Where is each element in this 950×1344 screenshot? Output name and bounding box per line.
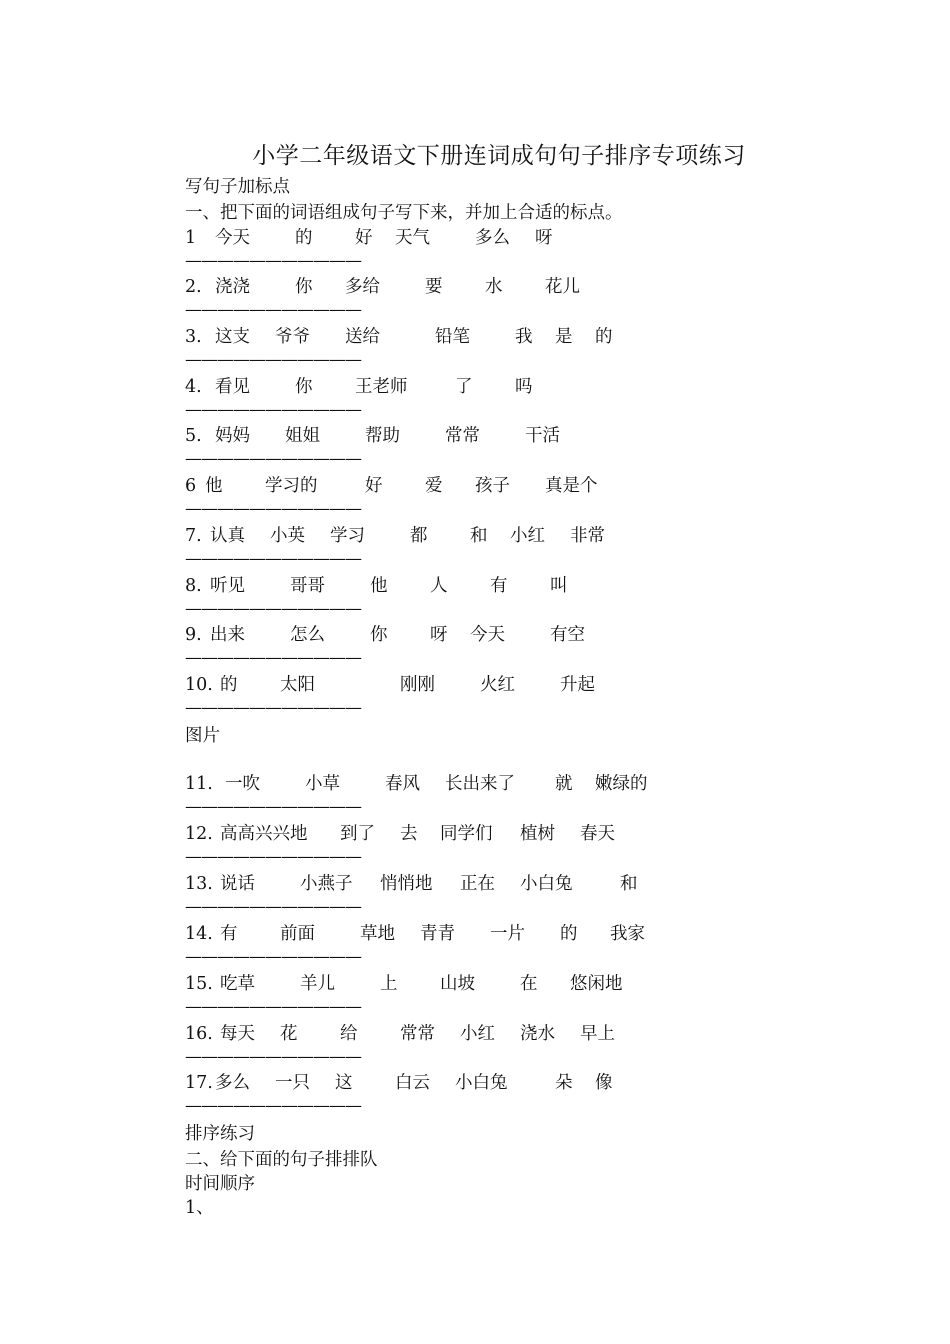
- word-chip: 孩子: [475, 476, 510, 496]
- exercise-item-14: [185, 923, 745, 945]
- word-chip: 是: [555, 327, 573, 347]
- word-chip: 多么: [215, 1073, 250, 1093]
- answer-line: ———————————: [185, 901, 361, 913]
- picture-label: 图片: [185, 726, 220, 746]
- word-chip: 的: [295, 228, 313, 248]
- word-chip: 前面: [280, 924, 315, 944]
- word-chip: 和: [470, 526, 488, 546]
- word-chip: 的: [560, 924, 578, 944]
- word-chip: 多给: [345, 277, 380, 297]
- exercise-number: 9.: [185, 625, 202, 645]
- word-chip: 今天: [215, 228, 250, 248]
- word-chip: 山坡: [440, 974, 475, 994]
- word-chip: 一片: [490, 924, 525, 944]
- exercise-item-12: [185, 823, 745, 845]
- answer-line: ———————————: [185, 503, 361, 515]
- word-chip: 和: [620, 874, 638, 894]
- word-chip: 有空: [550, 625, 585, 645]
- word-chip: 到了: [340, 824, 375, 844]
- word-chip: 青青: [420, 924, 455, 944]
- word-chip: 小英: [270, 526, 305, 546]
- answer-line: ———————————: [185, 304, 361, 316]
- word-chip: 呀: [430, 625, 448, 645]
- word-chip: 真是个: [545, 476, 598, 496]
- exercise-item-8: [185, 575, 745, 597]
- word-chip: 升起: [560, 675, 595, 695]
- word-chip: 天气: [395, 228, 430, 248]
- word-chip: 王老师: [355, 377, 408, 397]
- word-chip: 你: [295, 277, 313, 297]
- word-chip: 认真: [210, 526, 245, 546]
- word-chip: 爷爷: [275, 327, 310, 347]
- word-chip: 小白兔: [520, 874, 573, 894]
- exercise-number: 10.: [185, 675, 213, 695]
- exercise-item-6: [185, 475, 745, 497]
- exercise-number: 4.: [185, 377, 202, 397]
- word-chip: 干活: [525, 426, 560, 446]
- exercise-item-10: [185, 674, 745, 696]
- word-chip: 早上: [580, 1024, 615, 1044]
- word-chip: 怎么: [290, 625, 325, 645]
- word-chip: 去: [400, 824, 418, 844]
- word-chip: 给: [340, 1024, 358, 1044]
- answer-line: ———————————: [185, 1001, 361, 1013]
- word-chip: 花儿: [545, 277, 580, 297]
- word-chip: 我家: [610, 924, 645, 944]
- word-chip: 听见: [210, 576, 245, 596]
- exercise-item-1: [185, 227, 745, 249]
- word-chip: 叫: [550, 576, 568, 596]
- exercise-item-5: [185, 425, 745, 447]
- word-chip: 今天: [470, 625, 505, 645]
- word-chip: 羊儿: [300, 974, 335, 994]
- answer-line: ———————————: [185, 1100, 361, 1112]
- answer-line: ———————————: [185, 851, 361, 863]
- answer-line: ———————————: [185, 951, 361, 963]
- answer-line: ———————————: [185, 702, 361, 714]
- word-chip: 有: [490, 576, 508, 596]
- word-chip: 他: [205, 476, 223, 496]
- sub-label: 时间顺序: [185, 1174, 255, 1194]
- exercise-number: 8.: [185, 576, 202, 596]
- exercise-number: 13.: [185, 874, 213, 894]
- word-chip: 爱: [425, 476, 443, 496]
- answer-line: ———————————: [185, 404, 361, 416]
- word-chip: 植树: [520, 824, 555, 844]
- word-chip: 多么: [475, 228, 510, 248]
- exercise-number: 17.: [185, 1073, 213, 1093]
- exercise-number: 3.: [185, 327, 202, 347]
- word-chip: 呀: [535, 228, 553, 248]
- word-chip: 帮助: [365, 426, 400, 446]
- word-chip: 浇水: [520, 1024, 555, 1044]
- word-chip: 浇浇: [215, 277, 250, 297]
- word-chip: 长出来了: [445, 774, 515, 794]
- word-chip: 花: [280, 1024, 298, 1044]
- word-chip: 妈妈: [215, 426, 250, 446]
- word-chip: 的: [595, 327, 613, 347]
- word-chip: 人: [430, 576, 448, 596]
- word-chip: 非常: [570, 526, 605, 546]
- exercise-item-4: [185, 376, 745, 398]
- word-chip: 上: [380, 974, 398, 994]
- exercise-item-2: [185, 276, 745, 298]
- word-chip: 一吹: [225, 774, 260, 794]
- word-chip: 小草: [305, 774, 340, 794]
- word-chip: 学习的: [265, 476, 318, 496]
- word-chip: 我: [515, 327, 533, 347]
- word-chip: 就: [555, 774, 573, 794]
- section-label-2: 排序练习: [185, 1124, 255, 1144]
- word-chip: 出来: [210, 625, 245, 645]
- answer-line: ———————————: [185, 1051, 361, 1063]
- word-chip: 常常: [400, 1024, 435, 1044]
- word-chip: 看见: [215, 377, 250, 397]
- exercise-item-9: [185, 624, 745, 646]
- exercise-number: 14.: [185, 924, 213, 944]
- exercise-item-16: [185, 1023, 745, 1045]
- word-chip: 吗: [515, 377, 533, 397]
- document-title: 小学二年级语文下册连词成句句子排序专项练习: [252, 143, 746, 169]
- word-chip: 他: [370, 576, 388, 596]
- word-chip: 草地: [360, 924, 395, 944]
- word-chip: 小白兔: [455, 1073, 508, 1093]
- word-chip: 火红: [480, 675, 515, 695]
- answer-line: ———————————: [185, 553, 361, 565]
- word-chip: 常常: [445, 426, 480, 446]
- exercise-number: 6: [185, 476, 197, 496]
- word-chip: 你: [295, 377, 313, 397]
- answer-line: ———————————: [185, 354, 361, 366]
- word-chip: 都: [410, 526, 428, 546]
- exercise-number: 1: [185, 228, 197, 248]
- exercise-number: 5.: [185, 426, 202, 446]
- word-chip: 这支: [215, 327, 250, 347]
- word-chip: 高高兴兴地: [220, 824, 308, 844]
- word-chip: 小红: [510, 526, 545, 546]
- word-chip: 悠闲地: [570, 974, 623, 994]
- word-chip: 朵: [555, 1073, 573, 1093]
- word-chip: 的: [220, 675, 238, 695]
- word-chip: 小红: [460, 1024, 495, 1044]
- word-chip: 吃草: [220, 974, 255, 994]
- exercise-item-17: [185, 1072, 745, 1094]
- word-chip: 春天: [580, 824, 615, 844]
- exercise-item-11: [185, 773, 745, 795]
- word-chip: 嫩绿的: [595, 774, 648, 794]
- word-chip: 学习: [330, 526, 365, 546]
- exercise-item-15: [185, 973, 745, 995]
- exercise-number: 12.: [185, 824, 213, 844]
- word-chip: 好: [365, 476, 383, 496]
- word-chip: 这: [335, 1073, 353, 1093]
- word-chip: 说话: [220, 874, 255, 894]
- word-chip: 姐姐: [285, 426, 320, 446]
- exercise-number: 16.: [185, 1024, 213, 1044]
- word-chip: 悄悄地: [380, 874, 433, 894]
- exercise-number: 15.: [185, 974, 213, 994]
- exercise-item-13: [185, 873, 745, 895]
- word-chip: 像: [595, 1073, 613, 1093]
- word-chip: 铅笔: [435, 327, 470, 347]
- exercise-item-3: [185, 326, 745, 348]
- word-chip: 白云: [395, 1073, 430, 1093]
- last-item-number: 1、: [185, 1198, 214, 1218]
- word-chip: 每天: [220, 1024, 255, 1044]
- exercise-item-7: [185, 525, 745, 547]
- exercise-number: 7.: [185, 526, 202, 546]
- word-chip: 在: [520, 974, 538, 994]
- word-chip: 好: [355, 228, 373, 248]
- answer-line: ———————————: [185, 652, 361, 664]
- instruction-1: 一、把下面的词语组成句子写下来，并加上合适的标点。: [185, 203, 623, 223]
- word-chip: 小燕子: [300, 874, 353, 894]
- answer-line: ———————————: [185, 453, 361, 465]
- word-chip: 了: [455, 377, 473, 397]
- word-chip: 正在: [460, 874, 495, 894]
- word-chip: 水: [485, 277, 503, 297]
- word-chip: 一只: [275, 1073, 310, 1093]
- exercise-number: 2.: [185, 277, 202, 297]
- answer-line: ———————————: [185, 255, 361, 267]
- answer-line: ———————————: [185, 801, 361, 813]
- word-chip: 你: [370, 625, 388, 645]
- word-chip: 春风: [385, 774, 420, 794]
- answer-line: ———————————: [185, 603, 361, 615]
- instruction-2: 二、给下面的句子排排队: [185, 1150, 378, 1170]
- word-chip: 要: [425, 277, 443, 297]
- word-chip: 哥哥: [290, 576, 325, 596]
- word-chip: 送给: [345, 327, 380, 347]
- section-label: 写句子加标点: [185, 177, 290, 197]
- word-chip: 有: [220, 924, 238, 944]
- word-chip: 太阳: [280, 675, 315, 695]
- exercise-number: 11.: [185, 774, 213, 794]
- word-chip: 刚刚: [400, 675, 435, 695]
- word-chip: 同学们: [440, 824, 493, 844]
